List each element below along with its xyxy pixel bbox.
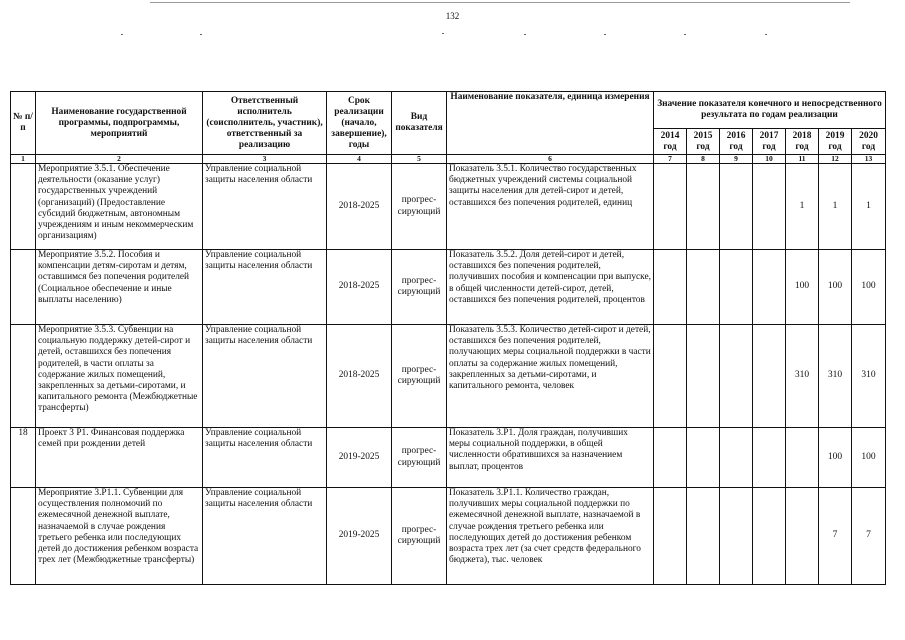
- row-indicator: Показатель 3.5.3. Количество детей-сирот и детей, оставшихся без попечения родителей, получающих меры социальной поддержки в части оплаты за содержание жилых помещений, закрепленных за детьми-сиротами, и капитального ремонта, человек: [447, 325, 654, 428]
- row-value: [720, 325, 753, 428]
- column-number: 10: [753, 155, 786, 164]
- scan-speck: [442, 33, 444, 34]
- column-number: 5: [392, 155, 447, 164]
- scan-speck: [121, 34, 123, 35]
- row-value: [687, 164, 720, 250]
- row-name: Мероприятие 3.5.1. Обеспечение деятельности (оказание услуг) государственных учреждений (организаций) (Предоставление субсидий бюджетным, автономным учреждениям и иным некоммерческим организациям): [36, 164, 203, 250]
- header-num: № п/п: [11, 92, 36, 155]
- row-value: [687, 428, 720, 488]
- row-kind: прогрес- сирующий: [392, 164, 447, 250]
- row-value: [720, 428, 753, 488]
- row-kind: прогрес- сирующий: [392, 488, 447, 585]
- row-value: [786, 488, 819, 585]
- row-value: [687, 325, 720, 428]
- row-responsible: Управление социальной защиты населения области: [203, 164, 327, 250]
- column-number: 3: [203, 155, 327, 164]
- table-header: [11, 92, 886, 155]
- column-number-row: [11, 155, 886, 164]
- row-value: 100: [852, 250, 886, 325]
- row-value: 100: [852, 428, 886, 488]
- row-indicator: Показатель 3.Р1. Доля граждан, получивших меры социальной поддержки, в общей численности обратившихся за назначением выплат, процентов: [447, 428, 654, 488]
- row-num: [11, 488, 36, 585]
- column-number: 4: [327, 155, 392, 164]
- table-row: [11, 488, 886, 585]
- column-number: 6: [447, 155, 654, 164]
- year-header: 2015 год: [687, 129, 720, 155]
- row-value: 1: [852, 164, 886, 250]
- column-number: 13: [852, 155, 886, 164]
- table-row: [11, 325, 886, 428]
- row-value: [654, 488, 687, 585]
- indicators-table: [10, 91, 886, 585]
- header-indicator: Наименование показателя, единица измерения: [447, 92, 654, 155]
- row-num: [11, 325, 36, 428]
- row-value: 310: [786, 325, 819, 428]
- year-header: 2014 год: [654, 129, 687, 155]
- row-value: [654, 250, 687, 325]
- row-value: [786, 428, 819, 488]
- header-name: Наименование государственной программы, подпрограммы, мероприятий: [36, 92, 203, 155]
- row-value: 7: [819, 488, 852, 585]
- top-rule: [150, 2, 850, 3]
- row-value: 310: [819, 325, 852, 428]
- row-num: 18: [11, 428, 36, 488]
- row-value: 100: [786, 250, 819, 325]
- row-value: [654, 164, 687, 250]
- row-responsible: Управление социальной защиты населения области: [203, 428, 327, 488]
- header-values-title: Значение показателя конечного и непосредственного результата по годам реализации: [654, 92, 886, 129]
- column-number: 11: [786, 155, 819, 164]
- year-header: 2020 год: [852, 129, 886, 155]
- header-responsible: Ответственный исполнитель (соисполнитель, участник), ответственный за реализацию: [203, 92, 327, 155]
- row-name: Мероприятие 3.5.2. Пособия и компенсации детям-сиротам и детям, оставшимся без попечения родителей (Социальное обеспечение и иные выплаты населению): [36, 250, 203, 325]
- year-header: 2017 год: [753, 129, 786, 155]
- row-term: 2018-2025: [327, 250, 392, 325]
- column-number: 8: [687, 155, 720, 164]
- row-name: Мероприятие 3.5.3. Субвенции на социальную поддержку детей-сирот и детей, оставшихся без попечения родителей, в части оплаты за содержание жилых помещений, закрепленных за детьми-сиротами, и капитального ремонта (Межбюджетные трансферты): [36, 325, 203, 428]
- column-number: 1: [11, 155, 36, 164]
- year-header: 2019 год: [819, 129, 852, 155]
- header-kind: Вид показателя: [392, 92, 447, 155]
- row-name: Проект 3 Р1. Финансовая поддержка семей при рождении детей: [36, 428, 203, 488]
- row-value: 7: [852, 488, 886, 585]
- row-value: [753, 488, 786, 585]
- row-term: 2018-2025: [327, 164, 392, 250]
- year-header: 2018 год: [786, 129, 819, 155]
- row-responsible: Управление социальной защиты населения области: [203, 488, 327, 585]
- row-value: 1: [819, 164, 852, 250]
- row-term: 2018-2025: [327, 325, 392, 428]
- row-value: [753, 325, 786, 428]
- scan-speck: [765, 34, 767, 35]
- row-value: [687, 250, 720, 325]
- row-value: [753, 250, 786, 325]
- table-row: [11, 250, 886, 325]
- row-responsible: Управление социальной защиты населения области: [203, 325, 327, 428]
- row-term: 2019-2025: [327, 428, 392, 488]
- row-num: [11, 164, 36, 250]
- column-number: 9: [720, 155, 753, 164]
- row-num: [11, 250, 36, 325]
- row-value: [720, 164, 753, 250]
- scan-speck: [524, 34, 526, 35]
- row-value: 310: [852, 325, 886, 428]
- row-indicator: Показатель 3.5.1. Количество государственных бюджетных учреждений системы социальной защиты населения для детей-сирот и детей, оставшихся без попечения родителей, единиц: [447, 164, 654, 250]
- row-value: 1: [786, 164, 819, 250]
- row-value: [654, 325, 687, 428]
- row-name: Мероприятие 3.Р1.1. Субвенции для осуществления полномочий по ежемесячной денежной выплате, назначаемой в случае рождения третьего ребенка или последующих детей до достижения ребенком возраста трех лет (Межбюджетные трансферты): [36, 488, 203, 585]
- column-number: 2: [36, 155, 203, 164]
- row-value: [720, 250, 753, 325]
- row-term: 2019-2025: [327, 488, 392, 585]
- row-value: 100: [819, 428, 852, 488]
- column-number: 7: [654, 155, 687, 164]
- row-value: 100: [819, 250, 852, 325]
- scan-speck: [200, 34, 202, 35]
- row-responsible: Управление социальной защиты населения области: [203, 250, 327, 325]
- row-value: [687, 488, 720, 585]
- row-value: [654, 428, 687, 488]
- row-value: [720, 488, 753, 585]
- scan-speck: [604, 34, 606, 35]
- row-kind: прогрес- сирующий: [392, 325, 447, 428]
- table-row: [11, 428, 886, 488]
- header-term: Срок реализации (начало, завершение), годы: [327, 92, 392, 155]
- row-indicator: Показатель 3.Р1.1. Количество граждан, получивших меры социальной поддержки по ежемесячной денежной выплате, назначаемой в случае рождения третьего ребенка или последующих детей до достижения ребенком возраста трех лет (за счет средств федерального бюджета), тыс. человек: [447, 488, 654, 585]
- page-number: 132: [445, 11, 460, 21]
- table-row: [11, 164, 886, 250]
- column-number: 12: [819, 155, 852, 164]
- row-indicator: Показатель 3.5.2. Доля детей-сирот и детей, оставшихся без попечения родителей, получивших пособия и компенсации при выпуске, в общей численности детей-сирот, детей, оставшихся без попечения родителей, процентов: [447, 250, 654, 325]
- year-header: 2016 год: [720, 129, 753, 155]
- row-value: [753, 428, 786, 488]
- row-value: [753, 164, 786, 250]
- row-kind: прогрес- сирующий: [392, 428, 447, 488]
- row-kind: прогрес- сирующий: [392, 250, 447, 325]
- scan-speck: [684, 34, 686, 35]
